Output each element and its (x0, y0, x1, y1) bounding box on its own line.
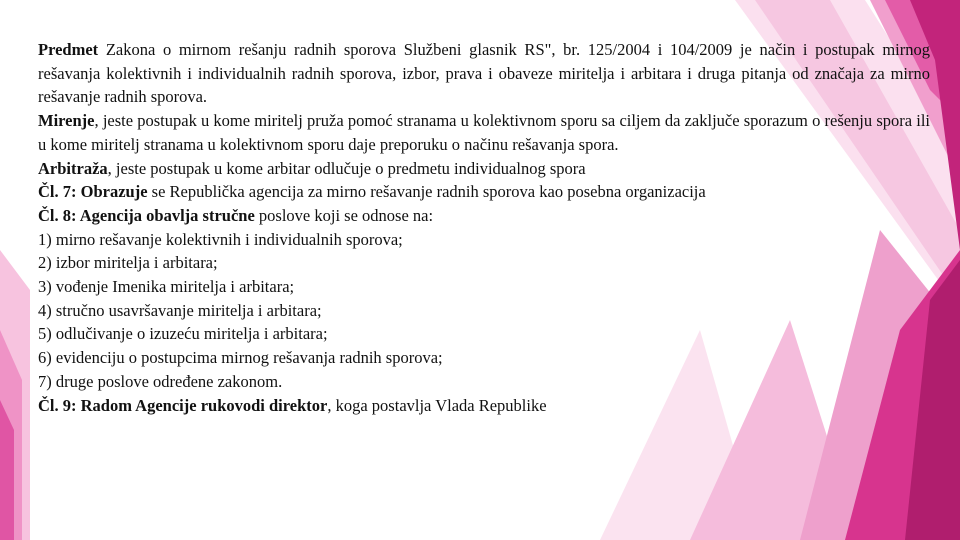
list-item-1-text: 1) mirno rešavanje kolektivnih i individualnih sporova; (38, 229, 403, 249)
para-mirenje-bold-text: Mirenje (38, 111, 95, 131)
para-cl8-text: poslove koji se odnose na: (254, 205, 434, 225)
list-item-6-text: 6) evidenciju o postupcima mirnog rešavanja radnih sporova; (38, 348, 443, 368)
para-cl8 (38, 204, 930, 228)
list-item-3 (38, 275, 930, 299)
para-arbitraza (38, 157, 930, 181)
list-item-5 (38, 322, 930, 346)
list-item-4 (38, 299, 930, 323)
para-arbitraza-text: , jeste postupak u kome arbitar odlučuje o predmetu individualnog spora (107, 158, 586, 178)
para-cl7-bold-text: Čl. 7: Obrazuje (38, 182, 148, 202)
para-cl7 (38, 180, 930, 204)
para-cl9-text: , koga postavlja Vlada Republike (327, 395, 547, 415)
list-item-1 (38, 228, 930, 252)
para-predmet (38, 38, 930, 109)
para-arbitraza-bold-text: Arbitraža (38, 158, 108, 178)
para-predmet-text: Zakona o mirnom rešanju radnih sporova Službeni glasnik RS", br. 125/2004 i 104/2009 je način i postupak mirnog rešavanja kolektivnih i individualnih radnih sporova, izbor, prava i obaveze miritelja i arbitara i druga pitanja od značaja za mirno rešavanje radnih sporova. (38, 40, 930, 107)
list-item-2-text: 2) izbor miritelja i arbitara; (38, 253, 218, 273)
list-item-7-text: 7) druge poslove određene zakonom. (38, 371, 283, 391)
para-cl9 (38, 394, 930, 418)
list-item-7 (38, 370, 930, 394)
para-cl9-bold-text: Čl. 9: Radom Agencije rukovodi direktor (38, 395, 328, 415)
list-item-2 (38, 251, 930, 275)
list-item-6 (38, 346, 930, 370)
slide-body-text (38, 38, 930, 417)
para-cl8-bold-text: Čl. 8: Agencija obavlja stručne (38, 205, 255, 225)
para-cl7-text: se Republička agencija za mirno rešavanje radnih sporova kao posebna organizacija (147, 182, 706, 202)
list-item-4-text: 4) stručno usavršavanje miritelja i arbitara; (38, 300, 322, 320)
list-item-5-text: 5) odlučivanje o izuzeću miritelja i arbitara; (38, 324, 328, 344)
para-mirenje-text: , jeste postupak u kome miritelj pruža pomoć stranama u kolektivnom sporu sa ciljem da zaključe sporazum o rešenju spora ili u kome miritelj stranama u kolektivnom sporu daje preporuku o načinu rešavanja spora. (38, 111, 930, 154)
para-mirenje (38, 109, 930, 156)
list-item-3-text: 3) vođenje Imenika miritelja i arbitara; (38, 277, 295, 297)
para-predmet-bold-text: Predmet (38, 40, 99, 59)
